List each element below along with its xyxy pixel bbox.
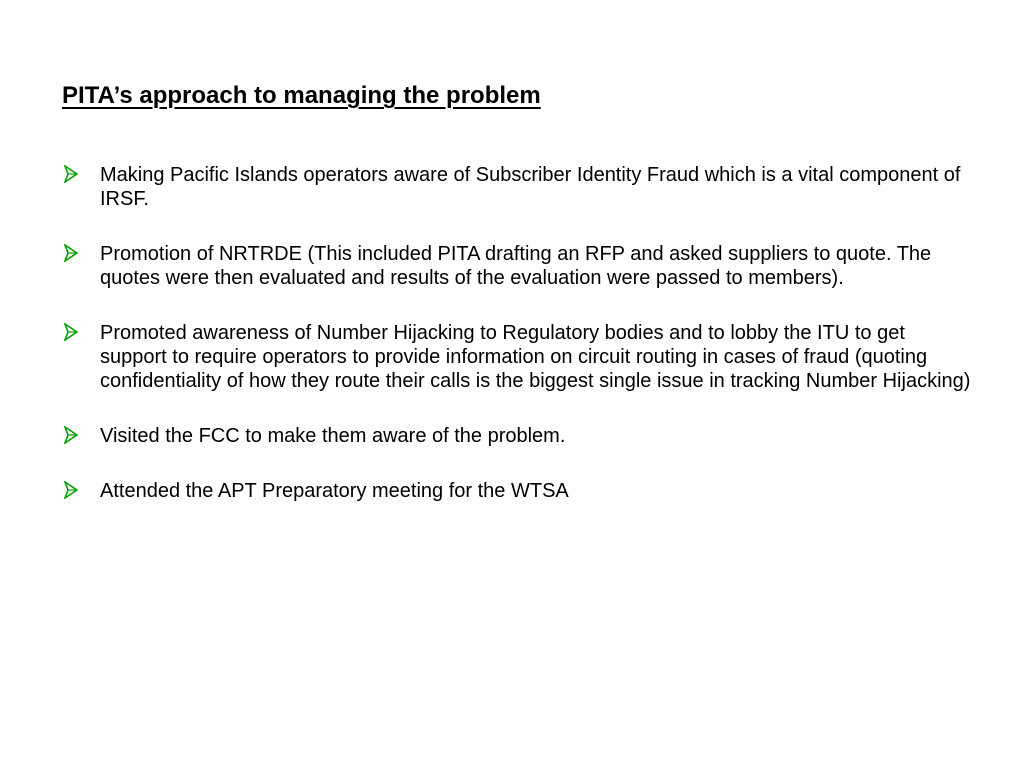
arrowhead-bullet-icon — [64, 244, 78, 262]
bullet-item — [62, 321, 972, 393]
bullet-text: Making Pacific Islands operators aware of Subscriber Identity Fraud which is a vital component of IRSF. — [100, 164, 961, 210]
bullet-text: Promotion of NRTRDE (This included PITA drafting an RFP and asked suppliers to quote. The quotes were then evaluated and results of the evaluation were passed to members). — [100, 243, 932, 289]
slide-title: PITA’s approach to managing the problem — [62, 82, 541, 109]
arrowhead-bullet-icon — [64, 165, 78, 183]
arrowhead-bullet-icon — [64, 426, 78, 444]
bullet-item — [62, 424, 972, 448]
arrowhead-bullet-icon — [64, 323, 78, 341]
bullet-list — [62, 163, 972, 534]
bullet-item — [62, 479, 972, 503]
arrowhead-bullet-icon — [64, 481, 78, 499]
bullet-text: Attended the APT Preparatory meeting for the WTSA — [100, 480, 569, 502]
bullet-text: Promoted awareness of Number Hijacking to Regulatory bodies and to lobby the ITU to get support to require operators to provide information on circuit routing in cases of fraud (quoting confidentiality of how they route their calls is the biggest single issue in tracking Number Hijacking) — [100, 322, 971, 392]
bullet-text: Visited the FCC to make them aware of the problem. — [100, 425, 566, 447]
bullet-item — [62, 242, 972, 290]
bullet-item — [62, 163, 972, 211]
